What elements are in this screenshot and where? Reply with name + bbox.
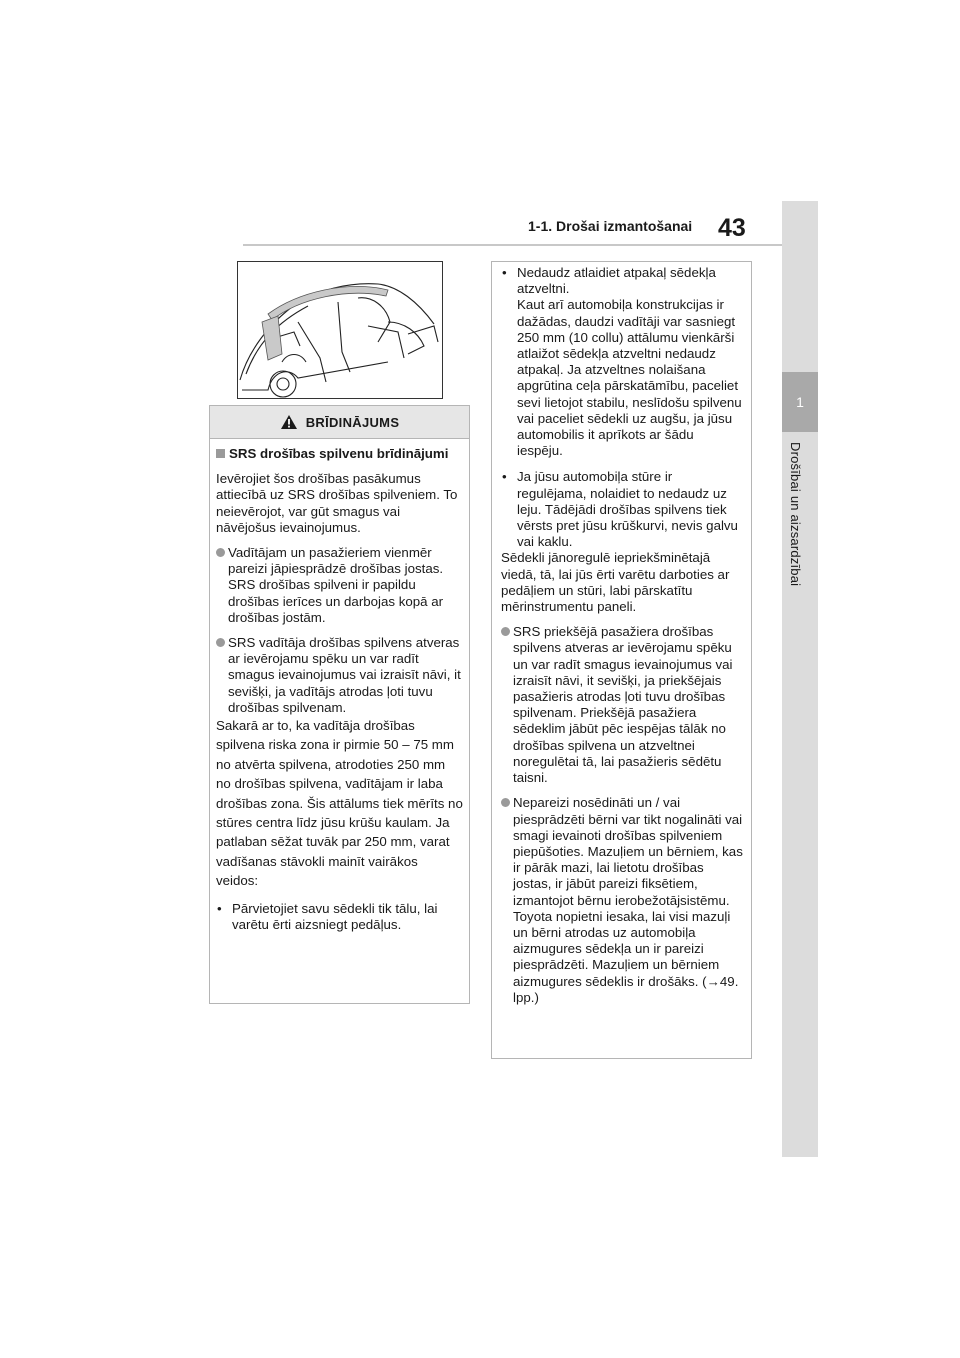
side-tab	[782, 201, 818, 1157]
warning-intro: Ievērojiet šos drošības pasākumus attiecībā uz SRS drošības spilveniem. To neievērojot, var gūt smagus vai nāvējošus ievainojumus.	[216, 471, 458, 535]
warning-subheading: SRS drošības spilvenu brīdinājumi	[229, 446, 449, 461]
bullet-icon: •	[217, 900, 222, 916]
list-item	[501, 265, 743, 459]
dot-bullet-icon	[216, 638, 225, 647]
bullet-icon: •	[502, 265, 507, 280]
side-tab-number: 1	[782, 372, 818, 432]
list-item	[216, 635, 463, 716]
list-item-text: SRS vadītāja drošības spilvens atveras ar ievērojamu spēku un var radīt smagus ievainojumus vai izraisīt nāvi, it sevišķi, ja vadītājs atrodas ļoti tuvu drošības spilvenam.	[228, 635, 461, 715]
car-airbag-drawing	[238, 262, 442, 398]
dot-bullet-icon	[216, 548, 225, 557]
list-item	[501, 469, 743, 550]
list-item-text: Pārvietojiet savu sēdekli tik tālu, lai varētu ērti aizsniegt pedāļus.	[232, 900, 438, 932]
header-rule	[243, 244, 784, 246]
warning-paragraph: Sakarā ar to, ka vadītāja drošības spilvena riska zona ir pirmie 50 – 75 mm no atvērta spilvena, atrodoties 250 mm no drošības spilvena, vadītājam ir laba drošības zona. Šis attālums tiek mērīts no stūres centra līdz jūsu krūšu kaulam. Ja patlaban sēžat tuvāk par 250 mm, varat vadīšanas stāvokli mainīt vairākos veidos:	[216, 718, 463, 889]
dot-bullet-icon	[501, 798, 510, 807]
page-number: 43	[718, 214, 746, 242]
list-item	[216, 545, 463, 626]
continued-warning-box	[491, 261, 752, 1059]
list-item-text: SRS priekšējā pasažiera drošības spilvens atveras ar ievērojamu spēku un var radīt smagus ievainojumus vai izraisīt nāvi, it sevišķi, ja priekšējais pasažieris atrodas ļoti tuvu drošības spilvenam. Priekšējā pasažiera sēdeklim jābūt pēc iespējas tālāk no drošības spilvena un atzveltnei noregulētai tā, lai pasažieris sēdētu taisni.	[513, 624, 733, 786]
square-bullet-icon	[216, 449, 225, 458]
warning-box	[209, 405, 470, 1004]
list-item	[216, 901, 463, 933]
list-item-text: Nepareizi nosēdināti un / vai piesprādzēti bērni var tikt nogalināti vai smagi ievainoti drošības spilveniem piepūšoties. Mazuļiem un bērniem, kas ir pārāk mazi, lai lietotu drošības jostas, ir jābūt pareizi fiksētiem, izmantojot bērnu ierobežotājsistēmu. Toyota nopietni iesaka, lai visi mazuļi un bērni atrodas uz automobiļa aizmugures sēdekļa un ir pareizi piesprādzēti. Mazuļiem un bērniem aizmugures sēdeklis ir drošāks. (→49. lpp.)	[513, 795, 743, 1005]
list-item-text: Nedaudz atlaidiet atpakaļ sēdekļa atzveltni. Kaut arī automobiļa konstrukcijas ir dažādas, daudzi vadītāji var sasniegt 250 mm (10 collu) attālumu vienkārši atlaižot sēdekļa atzveltni nedaudz atpakaļ. Ja atzveltnes nolaišana apgrūtina ceļa pārskatāmību, paceliet sevi lietojot stabilu, neslīdošu spilvenu vai paceliet sēdekli uz augšu, ja jūsu automobilis it aprīkots ar šādu iespēju.	[517, 265, 742, 459]
list-item-text: Vadītājam un pasažieriem vienmēr pareizi jāpiesprādzē drošības jostas. SRS drošības spilveni ir papildu drošības ierīces un darbojas kopā ar drošības jostām.	[228, 545, 444, 625]
bullet-icon: •	[502, 469, 507, 485]
warning-heading: BRĪDINĀJUMS	[305, 414, 400, 430]
list-item-text: Ja jūsu automobiļa stūre ir regulējama, nolaidiet to nedaudz uz leju. Tādējādi drošības spilvens tiek vērsts pret jūsu krūškurvi, nevis galvu vai kaklu.	[517, 469, 738, 550]
warning-subheading-row	[216, 446, 463, 462]
side-tab-label: Drošībai un aizsardzībai	[788, 442, 803, 587]
warning-header	[210, 406, 469, 439]
section-title: 1-1. Drošai izmantošanai	[528, 218, 693, 234]
car-interior-illustration	[237, 261, 443, 399]
warning-triangle-icon	[280, 414, 298, 430]
list-item	[501, 624, 743, 786]
list-item	[501, 795, 743, 1006]
right-paragraph: Sēdekli jānoregulē iepriekšminētajā viedā, tā, lai jūs ērti varētu darboties ar pedāļiem un stūri, labi pārskatītu mērinstrumentu paneli.	[501, 550, 730, 615]
dot-bullet-icon	[501, 627, 510, 636]
